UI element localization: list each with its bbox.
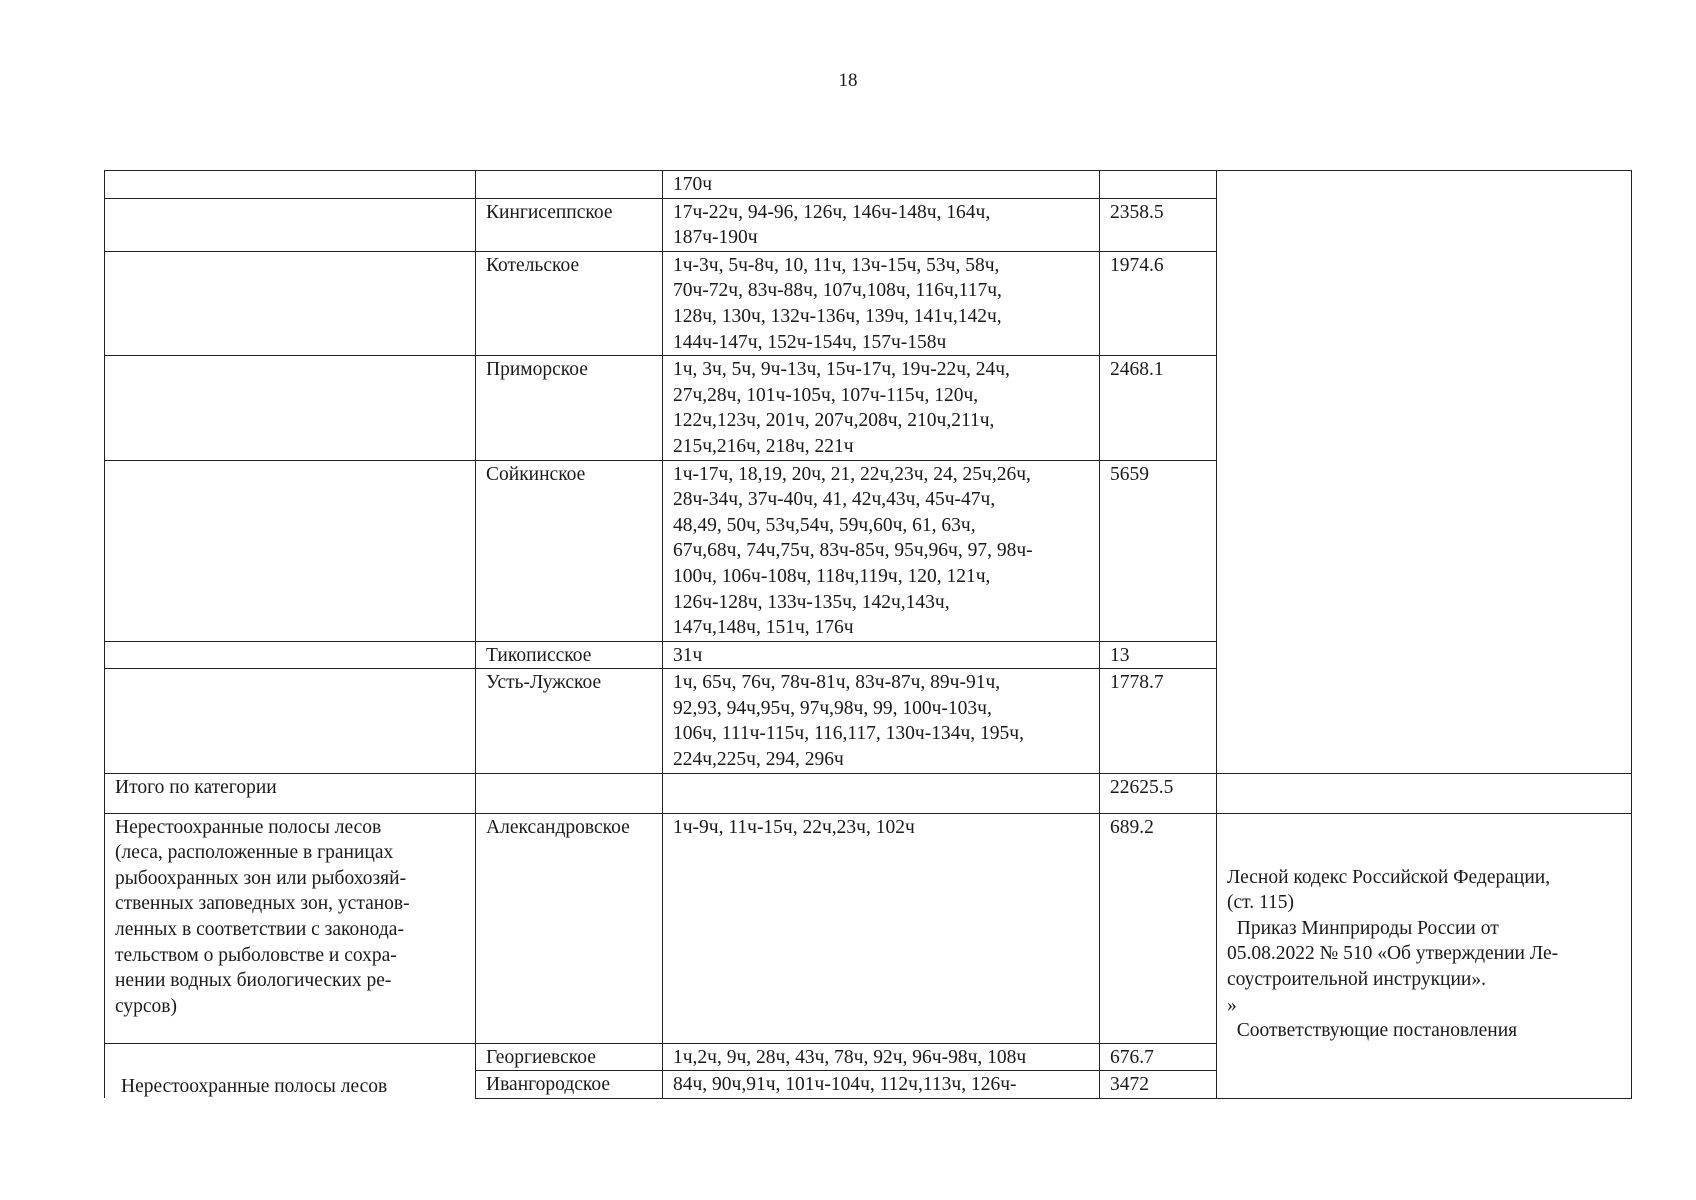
- table-row: [105, 171, 1632, 199]
- forest-protection-table: [104, 170, 1632, 1099]
- category-cell: [105, 641, 476, 669]
- text-line: 48,49, 50ч, 53ч,54ч, 59ч,60ч, 61, 63ч,: [673, 514, 976, 536]
- text-line: тельством о рыболовстве и сохра-: [115, 944, 397, 966]
- text-line: нении водных биологических ре-: [115, 970, 392, 992]
- total-row: [105, 773, 1632, 813]
- empty-cell: [476, 773, 663, 813]
- quarters-cell: [663, 1043, 1100, 1071]
- category-cell: [105, 669, 476, 773]
- text-line: 84ч, 90ч,91ч, 101ч-104ч, 112ч,113ч, 126ч-: [673, 1074, 1017, 1096]
- area-cell: [1100, 1071, 1217, 1099]
- text-line: 215ч,216ч, 218ч, 221ч: [673, 435, 854, 457]
- text-line: 122ч,123ч, 201ч, 207ч,208ч, 210ч,211ч,: [673, 410, 995, 432]
- quarters-cell: [663, 669, 1100, 773]
- empty-cell: [1217, 773, 1632, 813]
- total-label: Итого по категории: [115, 776, 277, 798]
- forestry-name: Ивангородское: [486, 1074, 611, 1096]
- legal-line: 05.08.2022 № 510 «Об утверждении Ле-: [1227, 943, 1559, 965]
- forestry-cell: [476, 1043, 663, 1071]
- quarters-cell: [663, 356, 1100, 460]
- text-line: 100ч, 106ч-108ч, 118ч,119ч, 120, 121ч,: [673, 565, 991, 587]
- text-line: 70ч-72ч, 83ч-88ч, 107ч,108ч, 116ч,117ч,: [673, 280, 1002, 302]
- text-line: 1ч, 3ч, 5ч, 9ч-13ч, 15ч-17ч, 19ч-22ч, 24ч,: [673, 359, 1010, 381]
- forestry-name: Кингисеппское: [486, 201, 613, 223]
- quarters-cell: [663, 460, 1100, 641]
- forestry-cell: [476, 171, 663, 199]
- text-line: 1ч-9ч, 11ч-15ч, 22ч,23ч, 102ч: [673, 816, 915, 838]
- area-value: 5659: [1110, 463, 1149, 485]
- forestry-name: Котельское: [486, 254, 580, 276]
- forestry-cell: [476, 1071, 663, 1099]
- quarters-cell: [663, 171, 1100, 199]
- forestry-cell: [476, 641, 663, 669]
- text-line: (леса, расположенные в границах: [115, 842, 394, 864]
- text-line: 67ч,68ч, 74ч,75ч, 83ч-85ч, 95ч,96ч, 97, 98ч-: [673, 540, 1033, 562]
- text-line: 1ч-3ч, 5ч-8ч, 10, 11ч, 13ч-15ч, 53ч, 58ч,: [673, 254, 1000, 276]
- quarters-cell: [663, 1071, 1100, 1099]
- text-line: 17ч-22ч, 94-96, 126ч, 146ч-148ч, 164ч,: [673, 201, 991, 223]
- forestry-cell: [476, 460, 663, 641]
- legal-line: соустроительной инструкции».: [1227, 969, 1486, 991]
- legal-line: Лесной кодекс Российской Федерации,: [1227, 866, 1551, 888]
- empty-cell: [663, 773, 1100, 813]
- area-value: 1778.7: [1110, 672, 1164, 694]
- area-value: 3472: [1110, 1074, 1149, 1096]
- area-cell: [1100, 198, 1217, 251]
- category-continued-cell: [105, 1043, 476, 1098]
- legal-line: »: [1227, 994, 1237, 1016]
- forestry-cell: [476, 669, 663, 773]
- area-cell: [1100, 1043, 1217, 1071]
- text-line: 92,93, 94ч,95ч, 97ч,98ч, 99, 100ч-103ч,: [673, 697, 992, 719]
- forestry-cell: [476, 198, 663, 251]
- area-cell: [1100, 641, 1217, 669]
- forestry-name: Тикописское: [486, 644, 592, 666]
- area-cell: [1100, 460, 1217, 641]
- total-area-value: 22625.5: [1110, 776, 1174, 798]
- category-row: [105, 813, 1632, 1043]
- area-value: 2358.5: [1110, 201, 1164, 223]
- text-line: ленных в соответствии с законода-: [115, 919, 404, 941]
- category-cell: [105, 813, 476, 1043]
- text-line: 224ч,225ч, 294, 296ч: [673, 749, 844, 771]
- area-value: 1974.6: [1110, 254, 1164, 276]
- forestry-name: Сойкинское: [486, 463, 586, 485]
- page-number: 18: [838, 70, 858, 91]
- text-line: 1ч, 65ч, 76ч, 78ч-81ч, 83ч-87ч, 89ч-91ч,: [673, 672, 1001, 694]
- text-line: 27ч,28ч, 101ч-105ч, 107ч-115ч, 120ч,: [673, 384, 979, 406]
- text-line: 187ч-190ч: [673, 227, 758, 249]
- category-continued-label: Нерестоохранные полосы лесов: [121, 1075, 388, 1097]
- text-line: 31ч: [673, 644, 703, 666]
- legal-line: (ст. 115): [1227, 892, 1294, 914]
- quarters-cell: [663, 641, 1100, 669]
- legal-line: Приказ Минприроды России от: [1227, 917, 1499, 939]
- area-value: 13: [1110, 644, 1130, 666]
- text-line: 28ч-34ч, 37ч-40ч, 41, 42ч,43ч, 45ч-47ч,: [673, 489, 996, 511]
- forestry-name: Усть-Лужское: [486, 672, 602, 694]
- text-line: Нерестоохранные полосы лесов: [115, 816, 382, 838]
- area-cell: [1100, 171, 1217, 199]
- area-cell: [1100, 251, 1217, 355]
- legal-line: Соответствующие постановления: [1227, 1020, 1518, 1042]
- quarters-cell: [663, 251, 1100, 355]
- forestry-cell: [476, 813, 663, 1043]
- category-cell: [105, 460, 476, 641]
- forestry-cell: [476, 251, 663, 355]
- forestry-name: Георгиевское: [486, 1046, 596, 1068]
- legal-basis-cell: [1217, 813, 1632, 1098]
- total-label-cell: [105, 773, 476, 813]
- category-cell: [105, 171, 476, 199]
- quarters-cell: [663, 198, 1100, 251]
- quarters-cell: [663, 813, 1100, 1043]
- forestry-name: Приморское: [486, 359, 588, 381]
- text-line: 170ч: [673, 174, 713, 195]
- text-line: ственных заповедных зон, установ-: [115, 893, 410, 915]
- text-line: рыбоохранных зон или рыбохозяй-: [115, 867, 407, 889]
- category-cell: [105, 198, 476, 251]
- category-cell: [105, 356, 476, 460]
- category-cell: [105, 251, 476, 355]
- area-cell: [1100, 813, 1217, 1043]
- area-cell: [1100, 356, 1217, 460]
- text-line: 147ч,148ч, 151ч, 176ч: [673, 617, 854, 639]
- text-line: 1ч,2ч, 9ч, 28ч, 43ч, 78ч, 92ч, 96ч-98ч, 108ч: [673, 1046, 1027, 1068]
- text-line: 144ч-147ч, 152ч-154ч, 157ч-158ч: [673, 331, 947, 353]
- area-value: 689.2: [1110, 816, 1154, 838]
- text-line: 126ч-128ч, 133ч-135ч, 142ч,143ч,: [673, 591, 950, 613]
- area-value: 676.7: [1110, 1046, 1154, 1068]
- area-value: 2468.1: [1110, 359, 1164, 381]
- area-cell: [1100, 669, 1217, 773]
- text-line: 128ч, 130ч, 132ч-136ч, 139ч, 141ч,142ч,: [673, 305, 1002, 327]
- legal-basis-cell: [1217, 171, 1632, 774]
- text-line: 106ч, 111ч-115ч, 116,117, 130ч-134ч, 195ч,: [673, 723, 1024, 745]
- total-area-cell: [1100, 773, 1217, 813]
- text-line: 1ч-17ч, 18,19, 20ч, 21, 22ч,23ч, 24, 25ч,26ч,: [673, 463, 1031, 485]
- text-line: сурсов): [115, 995, 178, 1017]
- forestry-cell: [476, 356, 663, 460]
- forestry-name: Александровское: [486, 816, 630, 838]
